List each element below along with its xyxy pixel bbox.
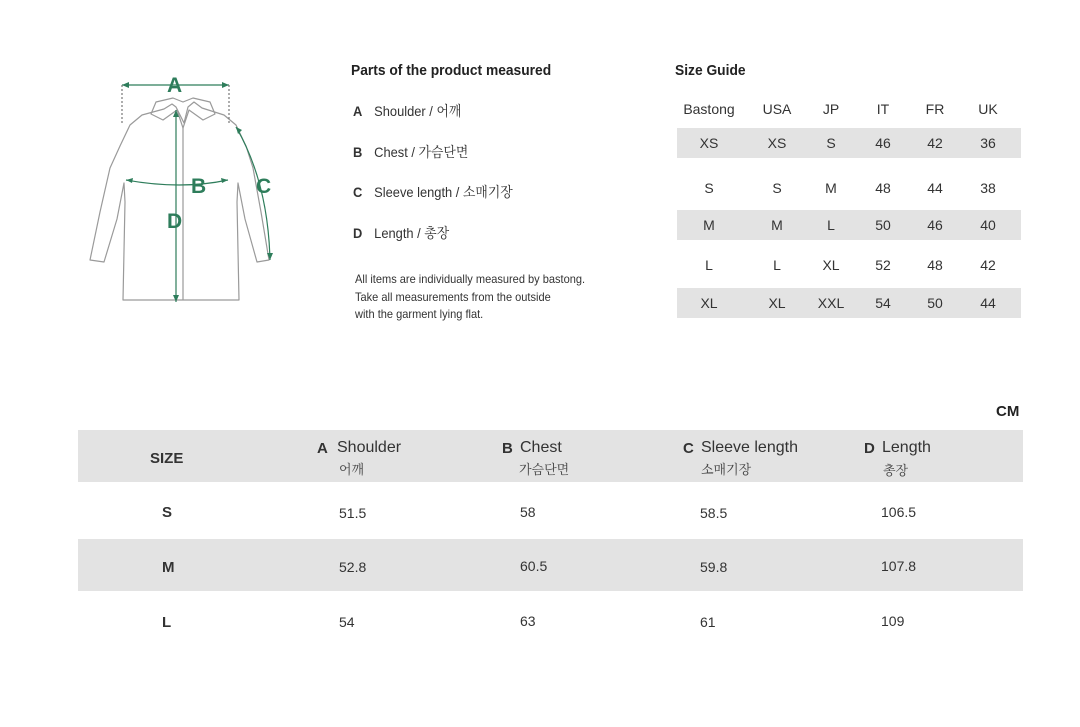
measurement-note [355, 271, 585, 324]
column-title: Length [882, 439, 931, 456]
guide-cell: 52 [875, 257, 891, 273]
guide-cell: 42 [927, 135, 943, 151]
guide-cell: 54 [875, 295, 891, 311]
label-b: B [191, 175, 207, 198]
row-size: S [162, 504, 173, 521]
column-letter: D [864, 440, 875, 457]
length-value: 107.8 [881, 558, 917, 574]
sleeve-value: 59.8 [700, 559, 728, 575]
guide-cell: 42 [980, 257, 996, 273]
measurement-table [78, 430, 1023, 650]
part-letter: D [353, 225, 363, 241]
chest-value: 60.5 [520, 558, 548, 574]
shirt-outline [90, 102, 272, 300]
shoulder-value: 51.5 [339, 505, 367, 521]
guide-cell: XL [822, 257, 840, 273]
guide-cell: 36 [980, 135, 996, 151]
note-line: All items are individually measured by bastong. [355, 272, 586, 286]
size-guide-title: Size Guide [675, 62, 746, 79]
size-guide-header [677, 94, 1021, 124]
guide-header-cell: JP [822, 101, 840, 117]
guide-header-cell: UK [978, 101, 998, 117]
part-row-b [353, 142, 468, 162]
guide-cell: L [827, 217, 835, 233]
size-guide-row [677, 210, 1021, 240]
column-title: Chest [520, 439, 562, 456]
sleeve-value: 61 [700, 614, 716, 630]
guide-header-cell: USA [762, 101, 792, 117]
guide-cell: S [772, 180, 782, 196]
parts-title: Parts of the product measured [351, 62, 552, 79]
sleeve-value: 58.5 [700, 505, 728, 521]
guide-cell: 44 [980, 295, 996, 311]
part-label: Shoulder / 어깨 [374, 103, 462, 119]
row-size: L [162, 614, 172, 631]
measurement-row [78, 539, 1023, 591]
guide-cell: S [704, 180, 714, 196]
guide-cell: L [705, 257, 713, 273]
guide-cell: XXL [817, 295, 845, 311]
guide-cell: L [773, 257, 781, 273]
label-d: D [167, 210, 183, 233]
guide-cell: 50 [927, 295, 943, 311]
label-a: A [167, 74, 183, 97]
chest-value: 58 [520, 504, 536, 520]
guide-cell: 44 [927, 180, 943, 196]
note-line: with the garment lying flat. [355, 307, 484, 321]
column-title: Sleeve length [701, 439, 798, 456]
guide-cell: 46 [927, 217, 943, 233]
length-value: 109 [881, 613, 905, 629]
guide-cell: 40 [980, 217, 996, 233]
guide-cell: XS [699, 135, 719, 151]
guide-cell: M [825, 180, 837, 196]
garment-diagram [78, 62, 293, 312]
part-row-d [353, 223, 449, 243]
chest-value: 63 [520, 613, 536, 629]
guide-header-cell: IT [876, 101, 890, 117]
size-guide-row [677, 128, 1021, 158]
shoulder-value: 54 [339, 614, 355, 630]
size-guide-row [677, 288, 1021, 318]
column-subtitle: 어깨 [339, 462, 365, 477]
size-header: SIZE [150, 450, 184, 467]
column-subtitle: 총장 [883, 463, 909, 478]
measurement-row [78, 594, 1023, 646]
part-row-c [353, 182, 513, 202]
row-size: M [162, 559, 175, 576]
guide-cell: 48 [927, 257, 943, 273]
guide-cell: M [771, 217, 783, 233]
length-value: 106.5 [881, 504, 917, 520]
part-letter: B [353, 144, 363, 160]
measurement-table-header [78, 430, 1023, 482]
guide-header-cell: FR [925, 101, 945, 117]
collar-outline [151, 98, 215, 128]
column-letter: C [683, 440, 694, 457]
part-letter: C [353, 184, 363, 200]
guide-cell: 50 [875, 217, 891, 233]
part-row-a [353, 101, 461, 121]
size-guide-row [677, 173, 1021, 203]
guide-cell: XL [768, 295, 786, 311]
shoulder-value: 52.8 [339, 559, 367, 575]
guide-cell: S [826, 135, 836, 151]
guide-header-cell: Bastong [683, 101, 735, 117]
part-label: Length / 총장 [374, 225, 450, 241]
guide-cell: XS [767, 135, 787, 151]
measurement-row [78, 486, 1023, 538]
guide-cell: XL [700, 295, 718, 311]
part-label: Sleeve length / 소매기장 [374, 184, 513, 200]
column-letter: A [317, 440, 328, 457]
part-label: Chest / 가슴단면 [374, 144, 469, 160]
guide-cell: 46 [875, 135, 891, 151]
guide-cell: M [703, 217, 715, 233]
column-letter: B [502, 440, 513, 457]
guide-cell: 38 [980, 180, 996, 196]
unit-label: CM [996, 403, 1020, 420]
column-title: Shoulder [337, 439, 402, 456]
note-line: Take all measurements from the outside [355, 289, 551, 304]
column-subtitle: 가슴단면 [519, 462, 570, 477]
label-c: C [256, 175, 272, 198]
guide-cell: 48 [875, 180, 891, 196]
column-subtitle: 소매기장 [701, 462, 752, 477]
part-letter: A [353, 103, 363, 119]
size-guide-row [677, 250, 1021, 280]
